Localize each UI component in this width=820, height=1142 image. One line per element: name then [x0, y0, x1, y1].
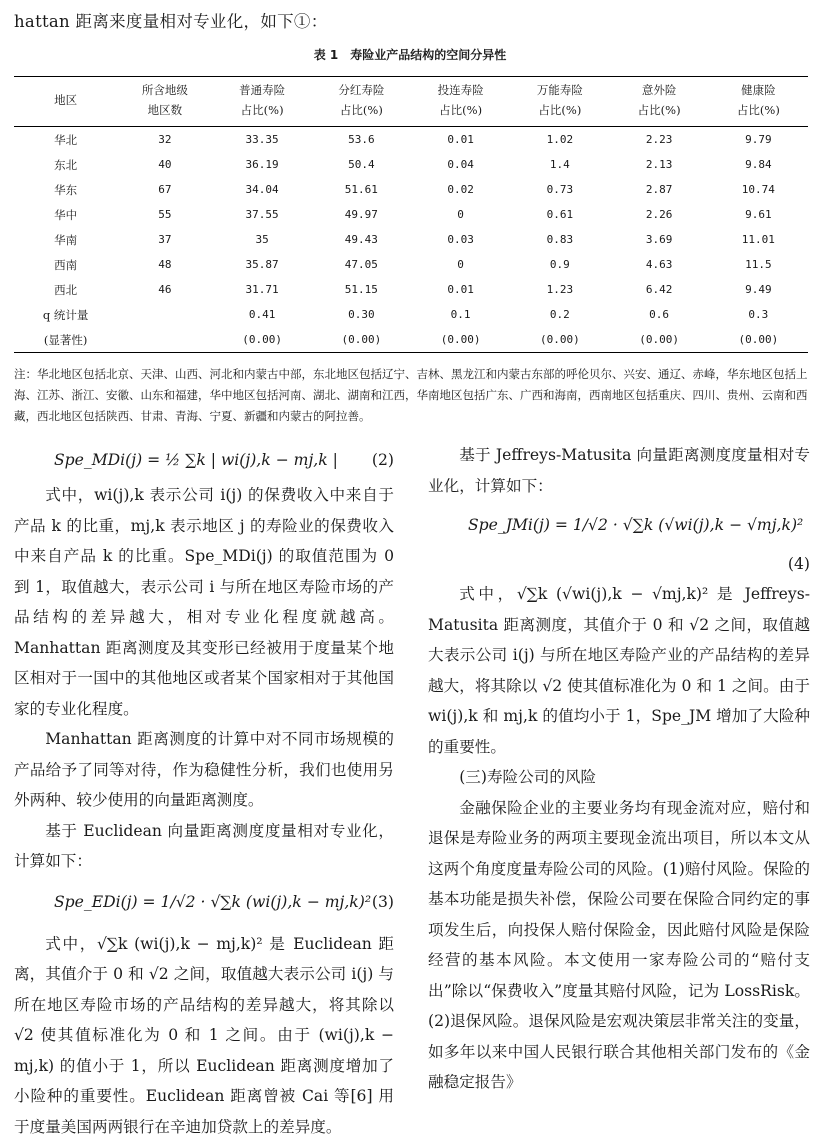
column-header-line: 所含地级 [117, 81, 212, 101]
column-header-line: 占比(%) [609, 101, 708, 121]
row-label: q 统计量 [14, 302, 117, 327]
table-cell: 9.49 [709, 277, 808, 302]
column-header-line: 地区 [14, 91, 117, 111]
table-cell: 0.6 [609, 302, 708, 327]
table-cell: 0.01 [411, 127, 510, 153]
table-cell: 36.19 [212, 152, 311, 177]
column-header-line: 意外险 [609, 81, 708, 101]
row-label: 华中 [14, 202, 117, 227]
column-header [411, 77, 510, 127]
column-header [212, 77, 311, 127]
equation-3-expression: Spe_EDi(j) = 1/√2 · √∑k (wi(j),k − mj,k)² [54, 887, 371, 918]
paragraph: 式中，√∑k (wi(j),k − mj,k)² 是 Euclidean 距离，其值介于 0 和 √2 之间，取值越大表示公司 i(j) 与所在地区寿险市场的产品结构的差异越大，将其除以 √2 使其值标准化为 0 和 1 之间。由于 (wi(j),k − mj,k) 的值小于 1，所以 Euclidean 距离测度增加了小险种的重要性。Euclidean 距离曾被 Cai 等[6] 用于度量美国两两银行在辛迪加贷款上的差异度。 [14, 929, 394, 1142]
table-cell: 55 [117, 202, 212, 227]
table-cell: 11.01 [709, 227, 808, 252]
table-cell: 37.55 [212, 202, 311, 227]
table-body [14, 127, 808, 353]
table-header [14, 77, 808, 127]
table-cell: 6.42 [609, 277, 708, 302]
table-cell: 48 [117, 252, 212, 277]
column-header-line: 占比(%) [312, 101, 411, 121]
table-cell: (0.00) [312, 327, 411, 353]
equation-2-number: (2) [372, 445, 394, 476]
table-cell: 50.4 [312, 152, 411, 177]
row-label: 西南 [14, 252, 117, 277]
table-row [14, 252, 808, 277]
table-cell: 32 [117, 127, 212, 153]
table-cell: (0.00) [510, 327, 609, 353]
table-cell: 2.26 [609, 202, 708, 227]
row-label: 西北 [14, 277, 117, 302]
paragraph: 基于 Jeffreys-Matusita 向量距离测度度量相对专业化，计算如下： [428, 440, 810, 501]
table-cell: 0.01 [411, 277, 510, 302]
table-row [14, 277, 808, 302]
equation-3-number: (3) [372, 887, 394, 918]
table-caption: 表 1 寿险业产品结构的空间分异性 [0, 46, 820, 63]
table-cell: 53.6 [312, 127, 411, 153]
table-cell: 0 [411, 202, 510, 227]
column-header [117, 77, 212, 127]
paragraph: 式中，wi(j),k 表示公司 i(j) 的保费收入中来自于产品 k 的比重，mj,k 表示地区 j 的寿险业的保费收入中来自产品 k 的比重。Spe_MDi(j) 的取值范围为 0 到 1，取值越大，表示公司 i 与所在地区寿险市场的产品结构的差异越大，相对专业化程度就越高。Manhattan 距离测度及其变形已经被用于度量某个地区相对于一国中的其他地区或者某个国家相对于其他国家的专业化程度。 [14, 480, 394, 724]
table-cell [117, 327, 212, 353]
table-cell: 9.79 [709, 127, 808, 153]
table-cell: 34.04 [212, 177, 311, 202]
table-cell: 1.02 [510, 127, 609, 153]
table-cell: 0.30 [312, 302, 411, 327]
table-cell: 1.23 [510, 277, 609, 302]
row-label: 华北 [14, 127, 117, 153]
table-cell: 0.03 [411, 227, 510, 252]
table-cell [117, 302, 212, 327]
table-cell: 0.83 [510, 227, 609, 252]
column-header-line: 地区数 [117, 101, 212, 121]
table-cell: 35.87 [212, 252, 311, 277]
table-cell: 3.69 [609, 227, 708, 252]
table-cell: 1.4 [510, 152, 609, 177]
table-cell: 46 [117, 277, 212, 302]
table-cell: 2.23 [609, 127, 708, 153]
paragraph: 金融保险企业的主要业务均有现金流对应，赔付和退保是寿险业务的两项主要现金流出项目，所以本文从这两个角度度量寿险公司的风险。(1)赔付风险。保险的基本功能是损失补偿，保险公司要在保险合同约定的事项发生后，向投保人赔付保险金，因此赔付风险是保险经营的基本风险。本文使用一家寿险公司的“赔付支出”除以“保费收入”度量其赔付风险，记为 LossRisk。(2)退保风险。退保风险是宏观决策层非常关注的变量，如多年以来中国人民银行联合其他相关部门发布的《金融稳定报告》 [428, 793, 810, 1098]
table-cell: 0.73 [510, 177, 609, 202]
table-cell: 51.61 [312, 177, 411, 202]
table-cell: 33.35 [212, 127, 311, 153]
table-cell: 49.97 [312, 202, 411, 227]
column-header-line: 普通寿险 [212, 81, 311, 101]
table-row [14, 227, 808, 252]
paragraph: Manhattan 距离测度的计算中对不同市场规模的产品给予了同等对待，作为稳健性分析，我们也使用另外两种、较少使用的向量距离测度。 [14, 724, 394, 816]
table-cell: 47.05 [312, 252, 411, 277]
table-row [14, 202, 808, 227]
column-header-line: 健康险 [709, 81, 808, 101]
table-cell: 67 [117, 177, 212, 202]
table-cell: 0 [411, 252, 510, 277]
column-header [609, 77, 708, 127]
table-row [14, 177, 808, 202]
column-header-line: 占比(%) [709, 101, 808, 121]
table-cell: 0.9 [510, 252, 609, 277]
column-header-line: 占比(%) [411, 101, 510, 121]
left-column [14, 440, 394, 1142]
table-row [14, 152, 808, 177]
table-cell: 37 [117, 227, 212, 252]
column-header [312, 77, 411, 127]
table-row [14, 302, 808, 327]
table-cell: 40 [117, 152, 212, 177]
column-header-line: 分红寿险 [312, 81, 411, 101]
table-cell: 9.61 [709, 202, 808, 227]
column-header-line: 万能寿险 [510, 81, 609, 101]
table-row [14, 127, 808, 153]
column-header-line: 占比(%) [510, 101, 609, 121]
table-cell: 2.87 [609, 177, 708, 202]
column-header [709, 77, 808, 127]
column-header [14, 77, 117, 127]
table-cell: 35 [212, 227, 311, 252]
column-header-line: 投连寿险 [411, 81, 510, 101]
table-cell: 31.71 [212, 277, 311, 302]
table-cell: 0.04 [411, 152, 510, 177]
paragraph: 基于 Euclidean 向量距离测度度量相对专业化，计算如下： [14, 816, 394, 877]
table-cell: 2.13 [609, 152, 708, 177]
table-cell: 0.61 [510, 202, 609, 227]
table-cell: 51.15 [312, 277, 411, 302]
table-cell: 9.84 [709, 152, 808, 177]
table-cell: (0.00) [212, 327, 311, 353]
right-column [428, 440, 810, 1098]
equation-4-expression: Spe_JMi(j) = 1/√2 · √∑k (√wi(j),k − √mj,k)² [468, 510, 803, 541]
equation-4-number: (4) [428, 549, 810, 579]
equation-3 [14, 877, 394, 929]
table-cell: 0.02 [411, 177, 510, 202]
table-cell: 0.1 [411, 302, 510, 327]
table-cell: (0.00) [709, 327, 808, 353]
table-cell: 11.5 [709, 252, 808, 277]
column-header-line: 占比(%) [212, 101, 311, 121]
row-label: 华南 [14, 227, 117, 252]
table-cell: (0.00) [411, 327, 510, 353]
table-cell: 10.74 [709, 177, 808, 202]
section-heading: (三)寿险公司的风险 [428, 762, 810, 793]
equation-2 [14, 440, 394, 480]
table-note: 注：华北地区包括北京、天津、山西、河北和内蒙古中部，东北地区包括辽宁、吉林、黑龙江和内蒙古东部的呼伦贝尔、兴安、通辽、赤峰，华东地区包括上海、江苏、浙江、安徽、山东和福建，华中地区包括河南、湖北、湖南和江西，华南地区包括广东、广西和海南，西南地区包括重庆、四川、贵州、云南和西藏，西北地区包括陕西、甘肃、青海、宁夏、新疆和内蒙古的阿拉善。 [14, 364, 808, 427]
equation-4 [428, 501, 810, 549]
table-cell: 0.2 [510, 302, 609, 327]
row-label: (显著性) [14, 327, 117, 353]
column-header [510, 77, 609, 127]
table-cell: 0.3 [709, 302, 808, 327]
data-table [14, 76, 808, 353]
equation-2-expression: Spe_MDi(j) = ½ ∑k | wi(j),k − mj,k | [54, 445, 338, 476]
table-cell: 0.41 [212, 302, 311, 327]
row-label: 华东 [14, 177, 117, 202]
row-label: 东北 [14, 152, 117, 177]
paragraph: 式中，√∑k (√wi(j),k − √mj,k)² 是 Jeffreys-Matusita 距离测度，其值介于 0 和 √2 之间，取值越大表示公司 i(j) 与所在地区寿险产业的产品结构的差异越大，将其除以 √2 使其值标准化为 0 和 1 之间。由于 wi(j),k 和 mj,k 的值均小于 1，Spe_JM 增加了大险种的重要性。 [428, 579, 810, 762]
table-cell: (0.00) [609, 327, 708, 353]
table-cell: 49.43 [312, 227, 411, 252]
continued-text-line: hattan 距离来度量相对专业化，如下①： [14, 8, 328, 32]
table-cell: 4.63 [609, 252, 708, 277]
table-row [14, 327, 808, 353]
